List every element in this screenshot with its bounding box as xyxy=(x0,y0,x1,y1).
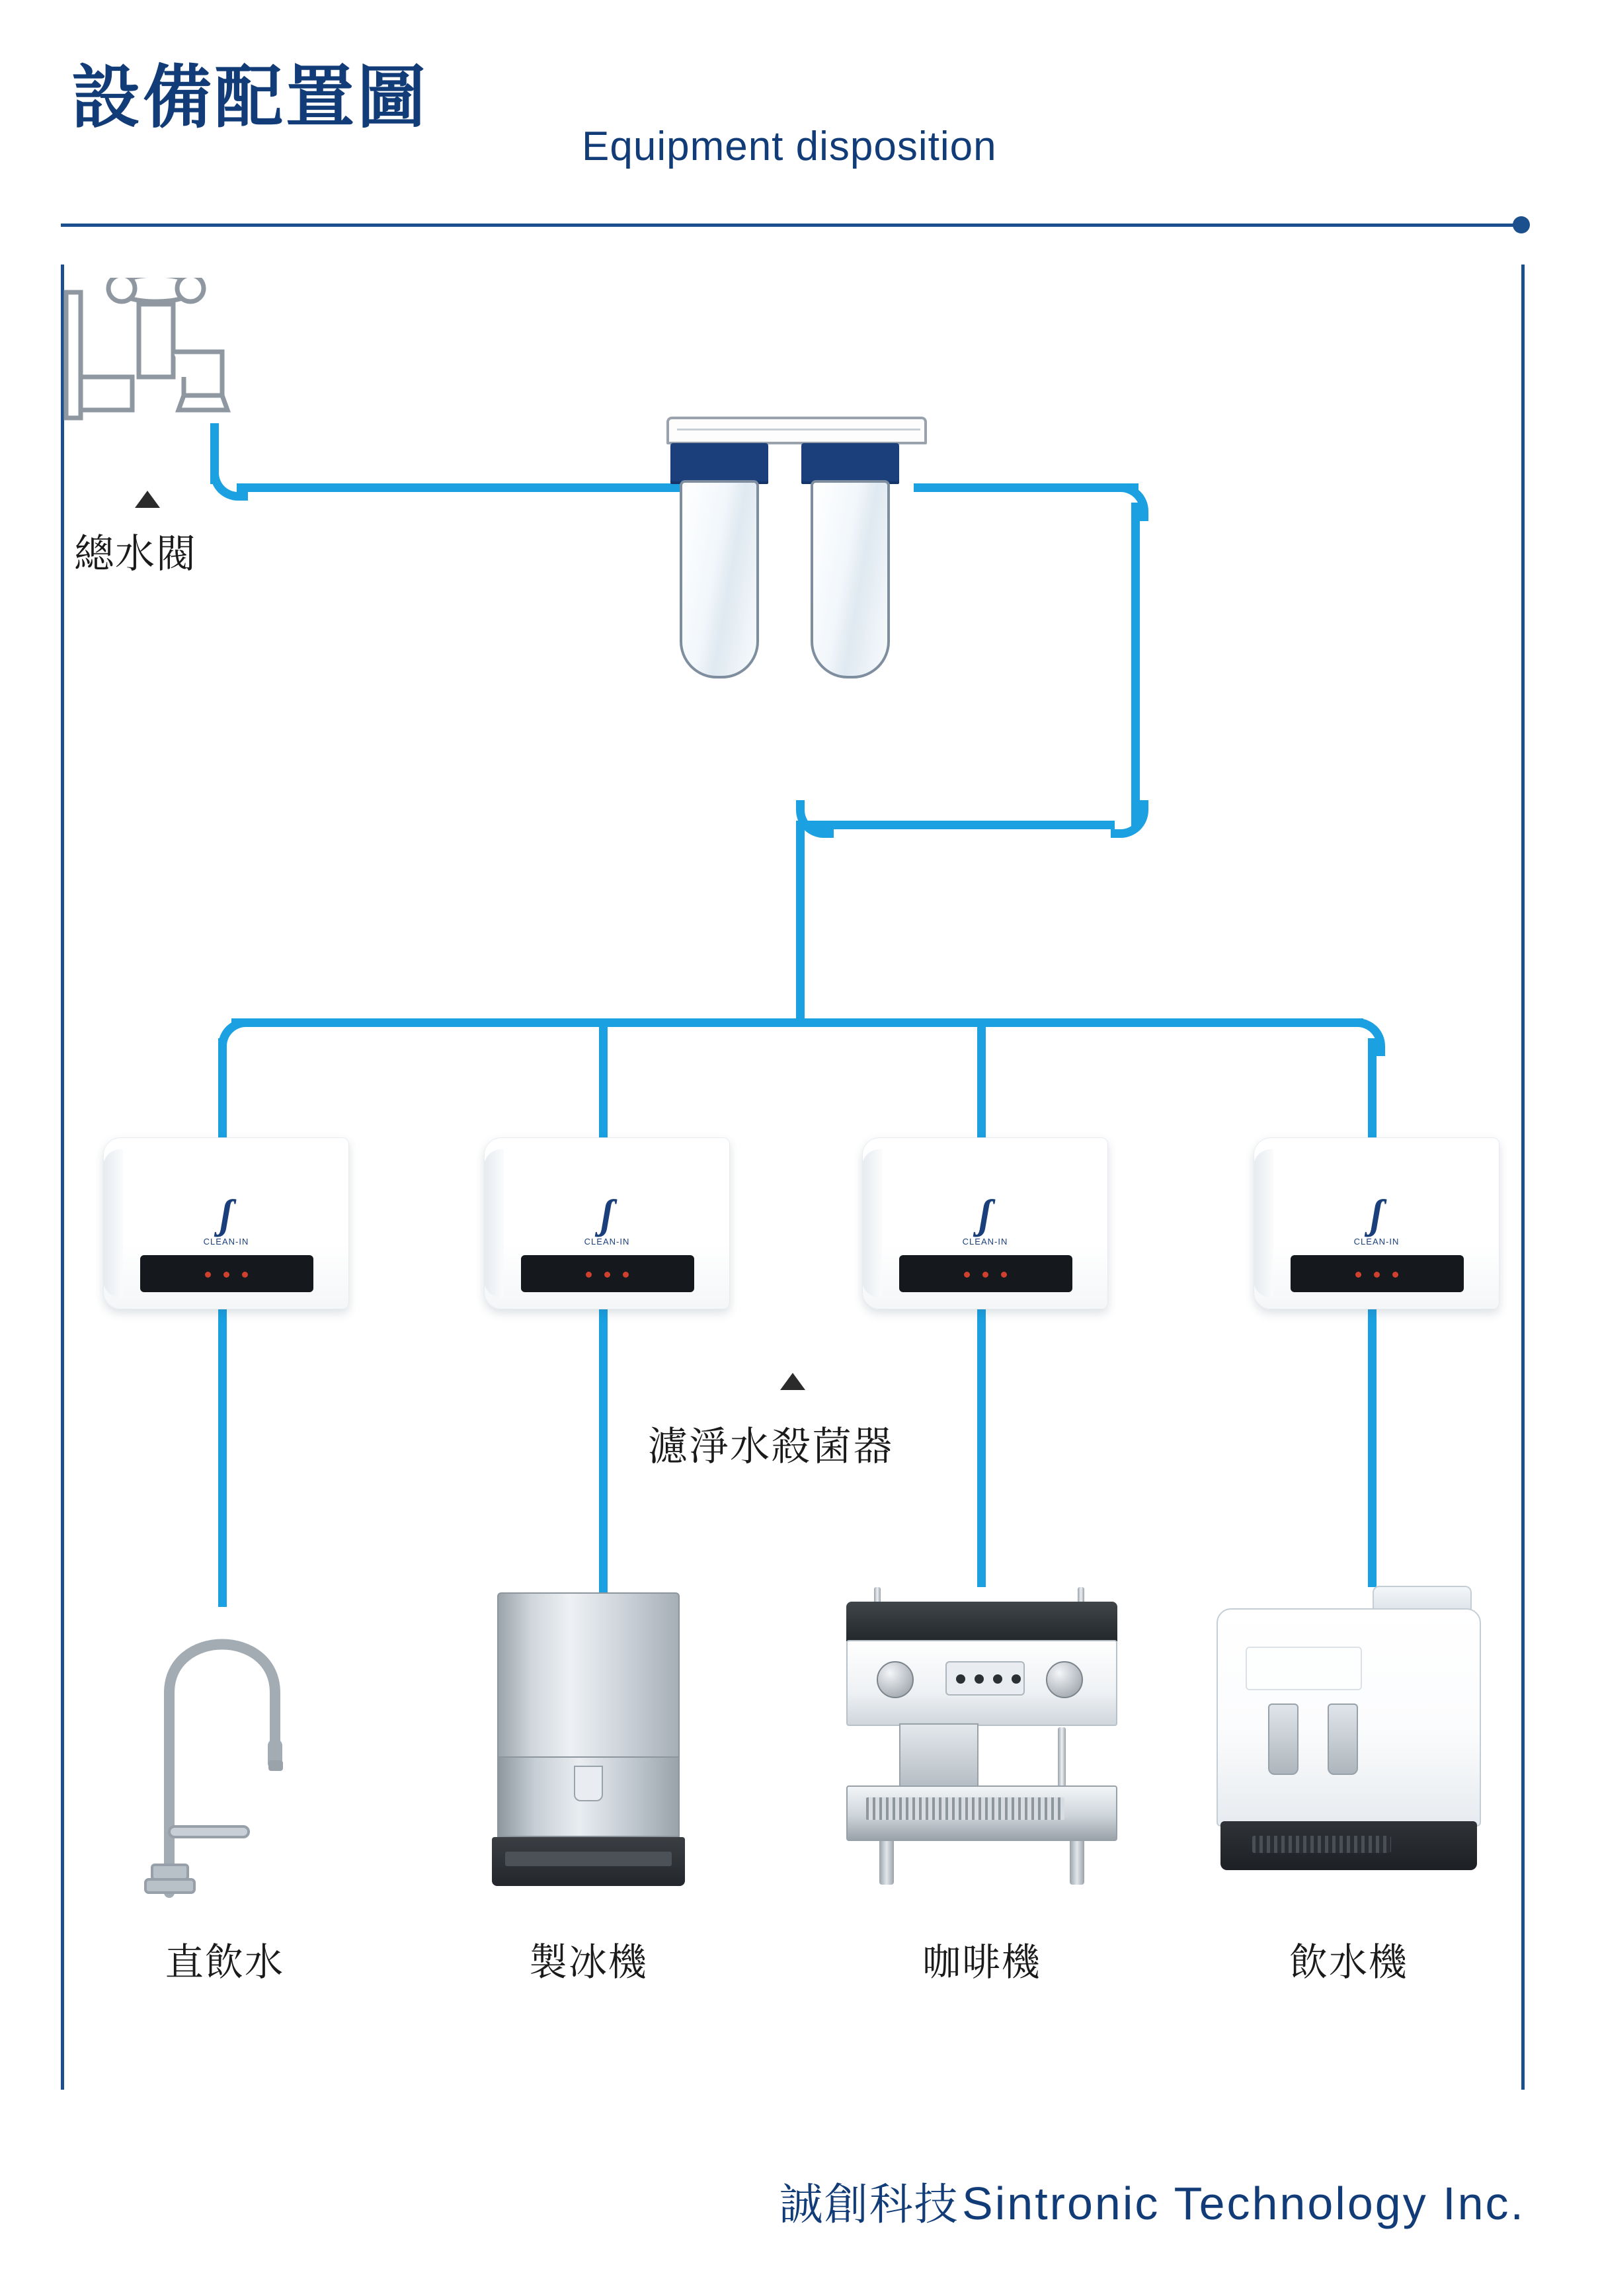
drinking-water-faucet-icon xyxy=(126,1594,324,1905)
main-valve-label: 總水閥 xyxy=(74,532,197,576)
brand-mark-icon: ʃ xyxy=(1369,1192,1384,1237)
brand-mark-icon: ʃ xyxy=(219,1192,233,1237)
pipe-drop-3 xyxy=(977,1027,986,1144)
pre-filter-assembly xyxy=(655,417,939,747)
status-led-run xyxy=(982,1272,988,1278)
device-label-ice-machine: 製冰機 xyxy=(528,1941,648,1984)
filter-bowl-1 xyxy=(680,480,759,678)
status-led-alarm xyxy=(1001,1272,1007,1278)
coffee-machine-leg-left xyxy=(879,1841,894,1885)
status-led-power xyxy=(964,1272,970,1278)
water-dispenser-tap-cold[interactable] xyxy=(1268,1703,1298,1775)
status-led-power xyxy=(586,1272,592,1278)
pipe-down-right xyxy=(1131,503,1140,827)
sterilizer-logo xyxy=(1348,1194,1405,1251)
coffee-machine-knob-left xyxy=(877,1661,914,1698)
coffee-machine-leg-right xyxy=(1070,1841,1084,1885)
sterilizer-indicator-panel xyxy=(521,1255,694,1292)
pipe-corner-right-bottom xyxy=(1111,800,1148,838)
status-led-run xyxy=(1374,1272,1380,1278)
sterilizer-indicator-panel xyxy=(140,1255,313,1292)
status-led-power xyxy=(205,1272,211,1278)
brand-name: CLEAN-IN xyxy=(1353,1237,1400,1247)
pipe-to-filters xyxy=(237,483,680,492)
pipe-drop-1 xyxy=(218,1038,227,1144)
sterilizer-unit-2 xyxy=(484,1137,730,1309)
coffee-machine-tray-grill xyxy=(866,1797,1064,1820)
sterilizer-unit-3 xyxy=(862,1137,1108,1309)
coffee-button-1[interactable] xyxy=(956,1674,965,1684)
sterilizer-side-cap xyxy=(1254,1149,1273,1297)
filter-cap-1 xyxy=(670,443,768,481)
sterilizer-indicator-panel xyxy=(1291,1255,1464,1292)
pipe-drop-2 xyxy=(599,1027,608,1144)
status-led-alarm xyxy=(242,1272,248,1278)
sterilizer-side-cap xyxy=(484,1149,504,1297)
ice-machine-nozzle xyxy=(574,1766,603,1801)
coffee-machine-group-head xyxy=(899,1723,979,1787)
device-label-drinking-water: 直飲水 xyxy=(165,1941,284,1984)
pipe-sterilizer-3-out xyxy=(977,1296,986,1587)
sterilizer-unit-4 xyxy=(1254,1137,1499,1309)
footer-company-cn: 誠創科技 xyxy=(779,2180,959,2229)
pipe-corner-manifold-right xyxy=(1347,1018,1385,1056)
pipe-sterilizer-4-out xyxy=(1368,1296,1377,1587)
pipe-manifold xyxy=(231,1018,1363,1027)
pipe-sterilizer-1-out xyxy=(218,1296,227,1607)
water-dispenser-icon xyxy=(1217,1586,1481,1903)
sterilizer-label: 濾淨水殺菌器 xyxy=(648,1424,894,1469)
page-title-cn: 設備配置圖 xyxy=(71,60,429,136)
sterilizer-marker xyxy=(780,1373,805,1390)
pipe-filter-outlet-right xyxy=(914,483,1139,492)
water-dispenser-control-panel[interactable] xyxy=(1246,1647,1362,1690)
pipe-sterilizer-2-out xyxy=(599,1296,608,1594)
sterilizer-logo xyxy=(579,1194,635,1251)
footer xyxy=(0,2169,1598,2232)
brand-name: CLEAN-IN xyxy=(203,1237,249,1247)
main-valve-faucet-icon xyxy=(61,278,266,470)
ice-machine-drip-tray xyxy=(505,1852,672,1866)
page-title-en: Equipment disposition xyxy=(582,124,997,169)
coffee-machine-knob-right xyxy=(1046,1661,1083,1698)
filter-cap-2 xyxy=(801,443,899,481)
status-led-run xyxy=(223,1272,229,1278)
coffee-button-3[interactable] xyxy=(993,1674,1002,1684)
brand-name: CLEAN-IN xyxy=(962,1237,1008,1247)
sterilizer-logo xyxy=(198,1194,255,1251)
status-led-run xyxy=(604,1272,610,1278)
brand-mark-icon: ʃ xyxy=(978,1192,992,1237)
header-divider-dot xyxy=(1513,216,1530,233)
coffee-machine-icon xyxy=(840,1587,1124,1905)
footer-company-en: Sintronic Technology Inc. xyxy=(962,2178,1525,2229)
water-dispenser-drip-grill xyxy=(1252,1836,1391,1853)
brand-mark-icon: ʃ xyxy=(600,1192,614,1237)
sterilizer-logo xyxy=(957,1194,1014,1251)
pipe-drop-4 xyxy=(1368,1038,1377,1144)
pipe-down-center xyxy=(796,821,805,1026)
coffee-machine-top-cover xyxy=(846,1602,1117,1641)
ice-machine-upper-cabinet xyxy=(497,1592,680,1758)
frame-border-right xyxy=(1521,265,1525,2090)
main-valve-marker xyxy=(135,491,160,508)
sterilizer-side-cap xyxy=(103,1149,123,1297)
coffee-button-4[interactable] xyxy=(1012,1674,1021,1684)
coffee-button-2[interactable] xyxy=(975,1674,984,1684)
sterilizer-unit-1 xyxy=(103,1137,349,1309)
page-header xyxy=(0,0,1598,231)
header-divider xyxy=(61,224,1525,227)
sterilizer-side-cap xyxy=(862,1149,882,1297)
ice-machine-icon xyxy=(489,1592,688,1903)
water-dispenser-tap-hot[interactable] xyxy=(1328,1703,1358,1775)
pipe-corner-filter-out xyxy=(1111,483,1148,521)
device-label-water-dispenser: 飲水機 xyxy=(1289,1941,1408,1984)
wall-mount-bracket xyxy=(666,417,927,444)
brand-name: CLEAN-IN xyxy=(584,1237,630,1247)
pipe-corner-faucet xyxy=(210,463,248,501)
coffee-machine-steam-arm xyxy=(1058,1727,1066,1787)
status-led-alarm xyxy=(1392,1272,1398,1278)
status-led-power xyxy=(1355,1272,1361,1278)
filter-bowl-2 xyxy=(811,480,890,678)
status-led-alarm xyxy=(623,1272,629,1278)
sterilizer-indicator-panel xyxy=(899,1255,1072,1292)
pipe-back-left xyxy=(804,821,1115,829)
frame-border-left xyxy=(61,265,64,2090)
device-label-coffee-machine: 咖啡機 xyxy=(922,1941,1041,1984)
coffee-machine-button-pad[interactable] xyxy=(945,1661,1025,1696)
